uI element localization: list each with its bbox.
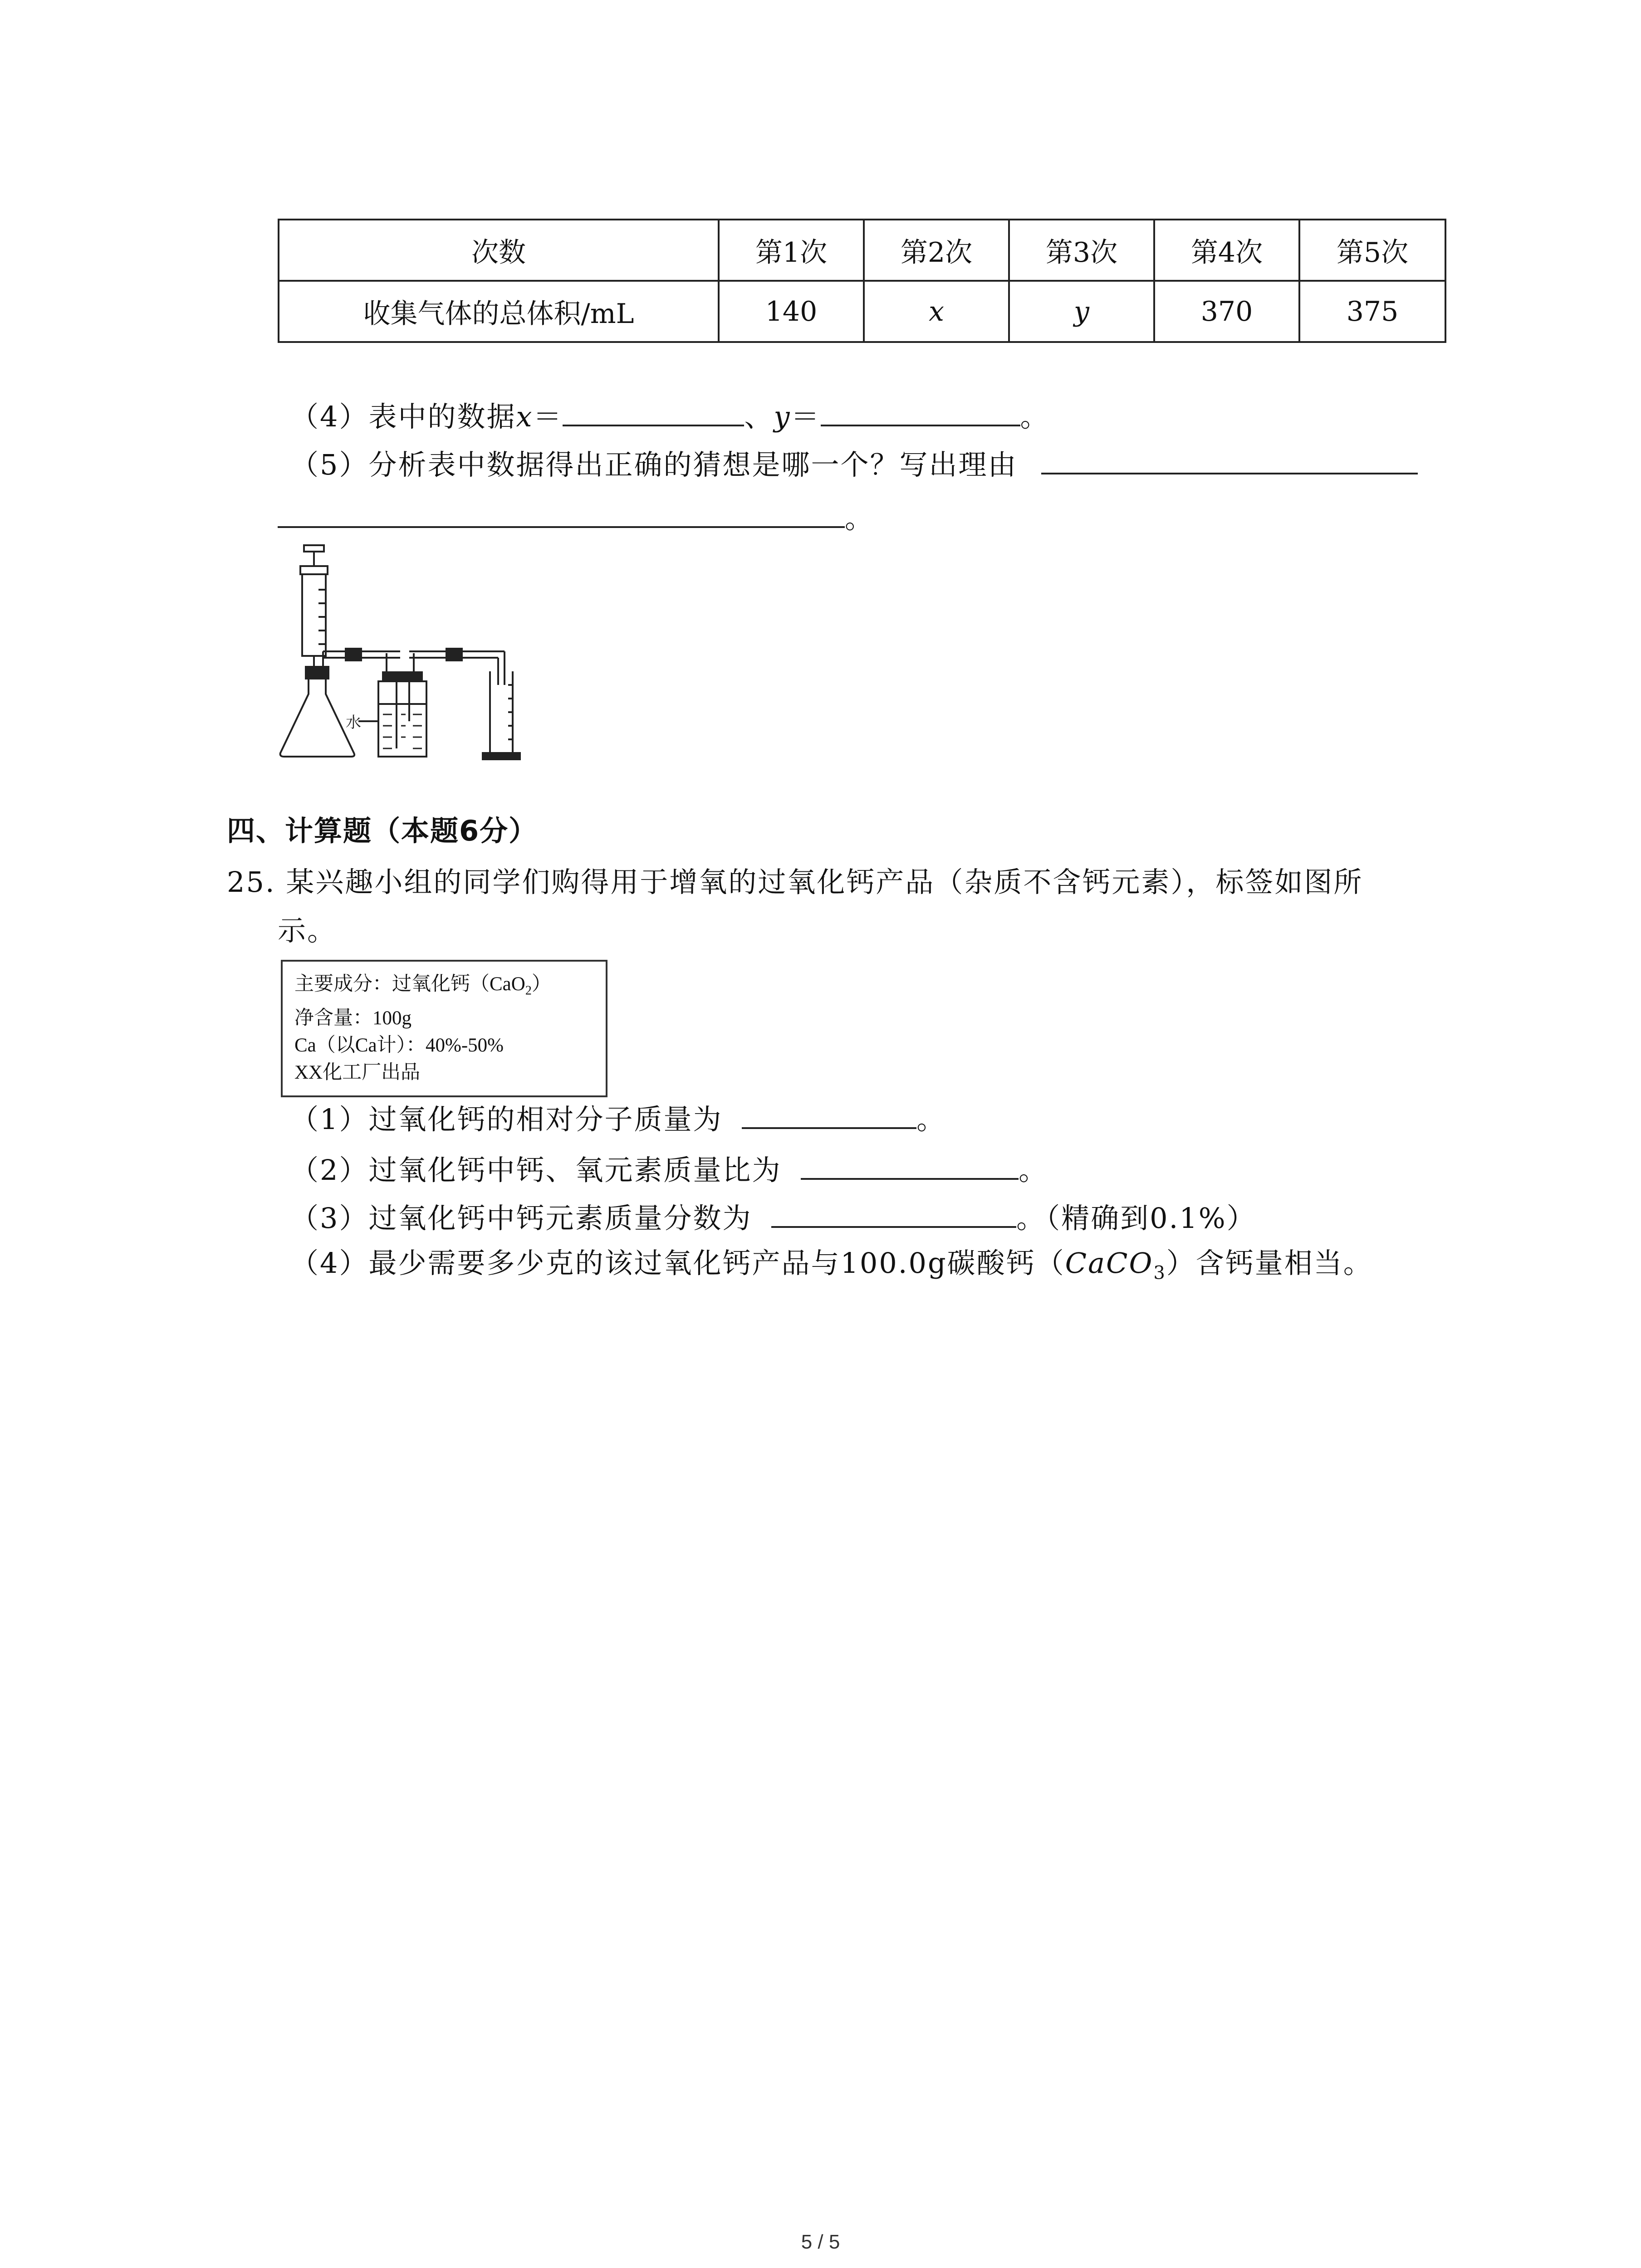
label-bracket: ） (531, 973, 551, 995)
equals-sign: ＝ (791, 400, 821, 433)
precision-note: 。（精确到0.1%） (1016, 1202, 1256, 1235)
question-number: 25. (227, 865, 276, 899)
table-cell: 375 (1299, 281, 1445, 342)
question-25 (227, 864, 1363, 900)
sub-question-text: （2）过氧化钙中钙、氧元素质量比为 (290, 1154, 782, 1187)
question-25-text: 某兴趣小组的同学们购得用于增氧的过氧化钙产品（杂质不含钙元素），标签如图所 (286, 865, 1363, 899)
table-header-cell: 次数 (279, 220, 719, 281)
table-cell: 370 (1154, 281, 1299, 342)
syringe-plunger-top (304, 545, 324, 552)
table-cell: 140 (719, 281, 864, 342)
label-calcium-content: Ca（以Ca计）：40%-50% (294, 1034, 504, 1056)
sub-question-text-end: ）含钙量相当。 (1166, 1246, 1373, 1280)
table-header-cell: 第1次 (719, 220, 864, 281)
answer-blank[interactable] (742, 1100, 916, 1129)
conical-flask (280, 679, 354, 757)
table-cell: y (1009, 281, 1154, 342)
sub-question-text: （3）过氧化钙中钙元素质量分数为 (290, 1202, 752, 1235)
product-label-box (281, 960, 607, 1097)
answer-blank-reason-2[interactable] (278, 499, 845, 528)
question-25-3 (290, 1199, 1256, 1237)
water-label: 水 (346, 714, 361, 732)
label-line (294, 971, 594, 1005)
question-5-text: （5）分析表中数据得出正确的猜想是哪一个？写出理由 (290, 448, 1018, 481)
experiment-apparatus-diagram (278, 540, 532, 762)
var-y: y (774, 400, 791, 433)
subscript: 3 (1153, 1262, 1166, 1284)
period: 。 (1020, 400, 1050, 433)
table-row-label: 收集气体的总体积/mL (279, 281, 719, 342)
subscript: 2 (525, 983, 532, 998)
answer-blank[interactable] (771, 1199, 1016, 1228)
period: 。 (916, 1103, 946, 1136)
question-4-text: （4）表中的数据 (290, 400, 516, 433)
question-25-4 (290, 1245, 1373, 1291)
answer-blank-reason[interactable] (1041, 445, 1418, 474)
period: 。 (1019, 1154, 1048, 1187)
table-header-row (279, 220, 1445, 281)
sub-question-text: （4）最少需要多少克的该过氧化钙产品与100.0g碳酸钙（ (290, 1246, 1065, 1280)
label-manufacturer: XX化工厂出品 (294, 1061, 421, 1083)
gas-volume-table (278, 219, 1446, 343)
answer-blank-x[interactable] (563, 397, 744, 426)
table-cell: x (864, 281, 1009, 342)
question-25-2 (290, 1151, 1048, 1188)
equals-sign: ＝ (533, 400, 563, 433)
page-number: 5 / 5 (801, 2231, 840, 2253)
question-25-continuation: 示。 (278, 914, 337, 947)
sub-question-text: （1）过氧化钙的相对分子质量为 (290, 1103, 723, 1136)
label-composition: 主要成分：过氧化钙（CaO (294, 973, 525, 995)
answer-blank-y[interactable] (821, 397, 1020, 426)
table-header-cell: 第4次 (1154, 220, 1299, 281)
water-bottle (378, 681, 426, 757)
separator: 、 (744, 400, 774, 433)
formula-caco3: CaCO (1065, 1246, 1154, 1280)
answer-blank[interactable] (801, 1151, 1019, 1180)
period: 。 (845, 502, 875, 535)
var-x: x (516, 400, 534, 433)
question-5-continuation (278, 499, 874, 537)
syringe-plunger-head (300, 566, 328, 574)
question-25-1 (290, 1100, 946, 1138)
section-title: 四、计算题（本题6分） (227, 814, 538, 847)
question-4 (290, 397, 1050, 435)
table-header-cell: 第5次 (1299, 220, 1445, 281)
question-5 (290, 445, 1418, 483)
label-net-content: 净含量：100g (294, 1007, 411, 1029)
table-row (279, 281, 1445, 342)
table-header-cell: 第3次 (1009, 220, 1154, 281)
table-header-cell: 第2次 (864, 220, 1009, 281)
